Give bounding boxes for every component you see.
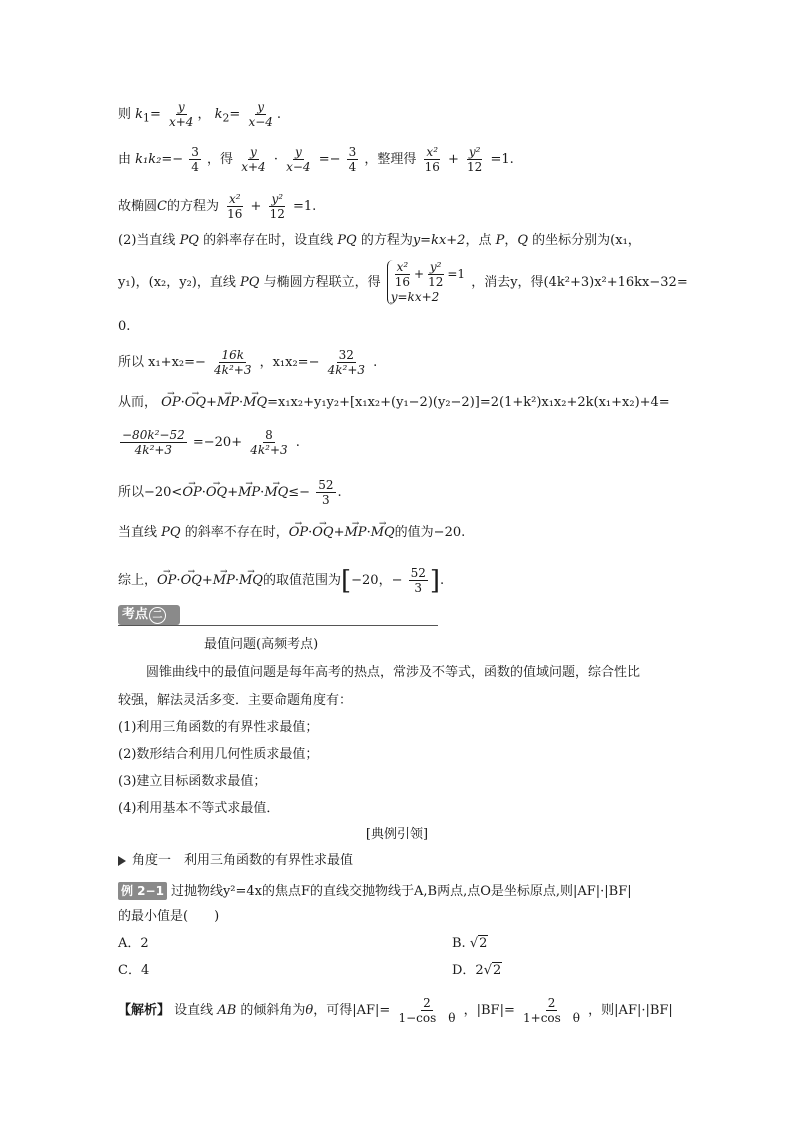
denominator: x−4: [248, 115, 273, 129]
fraction: [246, 100, 274, 129]
list-item: (1)利用三角函数的有界性求最值；: [118, 720, 319, 735]
text-line-11: [118, 524, 465, 542]
example-question-line-2: 的最小值是( ): [118, 909, 220, 924]
math-op: ·: [366, 525, 371, 540]
math: =−20+: [192, 435, 243, 450]
solution-label: 【解析】: [118, 1003, 171, 1018]
fraction: [239, 145, 267, 174]
denominator: 12: [428, 275, 444, 289]
denominator: 4k²+3: [327, 363, 366, 377]
fraction: [465, 145, 484, 174]
denominator: 4k²+3: [134, 443, 173, 457]
numerator: 52: [410, 566, 426, 580]
math-op: +: [414, 267, 425, 281]
text: .: [373, 355, 378, 370]
text: ，|BF|=: [463, 1003, 515, 1018]
math-op: ·: [260, 485, 265, 500]
math-op: +: [250, 199, 262, 214]
subscript: 1: [143, 111, 150, 125]
math-var: k: [135, 107, 144, 122]
numerator: y²: [429, 260, 442, 274]
fraction: [212, 348, 253, 377]
text: 由: [118, 152, 132, 167]
denominator: 1+cos θ: [523, 1011, 581, 1025]
numerator: y: [294, 145, 302, 159]
math-op: ·: [176, 573, 181, 588]
text: ，则|AF|·|BF|: [588, 1003, 673, 1018]
math: −20，−: [351, 573, 403, 588]
kaodian-label: 考点: [122, 607, 149, 622]
option-d: D．2√2: [452, 963, 502, 978]
list-item: (3)建立目标函数求最值；: [118, 774, 267, 789]
system-row-1: [391, 260, 465, 289]
fraction: [120, 428, 187, 457]
math-op: ·: [239, 395, 244, 410]
vector-mq: → MQ: [243, 394, 267, 412]
vector-mp: → MP: [213, 572, 235, 590]
fraction: [225, 192, 244, 221]
option-label: B.: [452, 936, 470, 951]
text: 则: [118, 107, 132, 122]
denominator: 4k²+3: [250, 443, 288, 457]
subscript: 2: [222, 111, 230, 125]
text: .: [337, 485, 342, 500]
math-var: PQ: [161, 525, 181, 540]
numerator: 8: [265, 428, 273, 442]
vector-mp: → MP: [345, 524, 367, 542]
sqrt-radicand: 2: [479, 936, 488, 951]
text: 的斜率存在时，设直线: [203, 233, 334, 248]
numerator: x²: [426, 145, 438, 159]
numerator: y²: [468, 145, 481, 159]
text: y₁)，(x₂，y₂)，直线: [118, 275, 236, 290]
math-op: =: [149, 107, 161, 122]
angle-label: 角度一 利用三角函数的有界性求最值: [132, 853, 354, 868]
text-line-4: [118, 232, 641, 250]
vector-op: → OP: [182, 484, 201, 502]
fraction: [284, 145, 312, 174]
text: ，x₁x₂=−: [259, 355, 320, 370]
denominator: x+4: [241, 160, 266, 174]
fraction: [396, 996, 457, 1025]
fraction: [189, 145, 201, 174]
text: ，得: [207, 152, 234, 167]
text: ，整理得: [364, 152, 417, 167]
text: ，点: [465, 233, 492, 248]
text: 设直线: [174, 1003, 214, 1018]
text: 综上，: [118, 573, 158, 588]
text: .: [295, 435, 300, 450]
denominator: 3: [414, 581, 423, 595]
kaodian-number-circle: 二: [149, 607, 166, 624]
option-a: A．2: [118, 936, 149, 951]
denominator: 4: [191, 160, 199, 174]
question-text: 过抛物线y²=4x的焦点F的直线交抛物线于A,B两点,点O是坐标原点,则|AF|·|BF|: [170, 884, 632, 899]
text-line-8: [118, 394, 670, 412]
example-badge: 例 2−1: [118, 882, 167, 900]
vector-mp: → MP: [238, 484, 260, 502]
math-var: PQ: [337, 233, 357, 248]
text: 的方程为: [360, 233, 413, 248]
option-b: B. √2: [452, 936, 488, 951]
math-op: ≤−: [288, 485, 311, 500]
vector-oq: → OQ: [181, 572, 202, 590]
text-line-3: [118, 192, 316, 221]
text: 的取值范围为: [262, 573, 341, 588]
numerator: y: [257, 100, 265, 114]
numerator: y: [250, 145, 257, 159]
fraction: [423, 145, 442, 174]
text-line-9: [118, 428, 300, 457]
option-c: C．4: [118, 963, 150, 978]
equation-system: [387, 260, 465, 305]
math-op: +: [201, 573, 213, 588]
intro-line-1: 圆锥曲线中的最值问题是每年高考的热点，常涉及不等式，函数的值域问题，综合性比: [146, 665, 641, 680]
denominator: 4: [348, 160, 357, 174]
math-var: PQ: [179, 233, 199, 248]
denominator: x−4: [286, 160, 311, 174]
kaodian-badge: [118, 605, 180, 625]
text-line-7: [118, 348, 377, 377]
text: 从而，: [118, 395, 158, 410]
text: 的值为−20.: [394, 525, 466, 540]
fraction: [393, 260, 412, 289]
text: 所以−20<: [118, 485, 183, 500]
math-op: ·: [234, 573, 239, 588]
numerator: x²: [396, 260, 409, 274]
denominator: 16: [394, 275, 410, 289]
math-op: +: [333, 525, 345, 540]
text: 当直线: [118, 525, 158, 540]
numerator: y²: [271, 192, 284, 206]
denominator: x+4: [168, 115, 194, 129]
denominator: 1−cos θ: [398, 1011, 456, 1025]
numerator: y: [177, 100, 185, 114]
text: 的斜率不存在时，: [184, 525, 289, 540]
text-line-6: [118, 318, 130, 336]
text-line-1: [118, 100, 281, 129]
vector-oq: → OQ: [312, 524, 333, 542]
text-line-5: [118, 260, 688, 305]
text: ，: [504, 233, 518, 248]
vector-mq: → MQ: [264, 484, 288, 502]
fraction: [409, 566, 428, 595]
math-var: P: [495, 233, 505, 248]
text: 的方程为: [166, 199, 219, 214]
math-op: =−: [318, 152, 341, 167]
fraction: [347, 145, 359, 174]
sqrt-radicand: 2: [493, 963, 502, 978]
denominator: 16: [424, 160, 440, 174]
text: 所以 x₁+x₂=−: [118, 355, 206, 370]
text: 与椭圆方程联立，得: [263, 275, 381, 290]
numerator: x²: [228, 192, 241, 206]
right-bracket: ]: [429, 565, 441, 596]
text: 的坐标分别为(x₁，: [532, 233, 641, 248]
vector-oq: → OQ: [185, 394, 206, 412]
math-var: AB: [217, 1003, 237, 1018]
denominator: 12: [269, 207, 285, 221]
denominator: 4k²+3: [214, 363, 252, 377]
vector-mp: → MP: [217, 394, 239, 412]
example-header: [典例引领]: [365, 827, 429, 842]
math-op: +: [448, 152, 459, 167]
math-op: ·: [180, 395, 185, 410]
fraction: [248, 428, 289, 457]
text: 故椭圆: [118, 199, 158, 214]
numerator: 2: [423, 996, 431, 1010]
solution-line: [118, 996, 673, 1025]
text-line-10: [118, 478, 342, 507]
math: =x₁x₂+y₁y₂+[x₁x₂+(y₁−2)(y₂−2)]=2(1+k²)x₁x₂+2k(x₁+x₂)+4=: [267, 395, 670, 410]
numerator: 3: [191, 145, 199, 159]
option-label: D．2: [452, 963, 484, 978]
fraction: [316, 478, 335, 507]
math-var: C: [157, 199, 167, 214]
text: (2)当直线: [118, 233, 176, 248]
text: .: [440, 573, 445, 588]
system-row-2: y=kx+2: [390, 290, 440, 304]
math-op: ·: [273, 152, 278, 167]
vector-op: → OP: [289, 524, 308, 542]
left-bracket: [: [340, 565, 352, 596]
math-var: k: [214, 107, 223, 122]
fraction: [167, 100, 195, 129]
numerator: 2: [547, 996, 556, 1010]
vector-mq: → MQ: [239, 572, 263, 590]
vector-mq: → MQ: [371, 524, 395, 542]
fraction: [521, 996, 582, 1025]
section-divider: [118, 625, 438, 626]
text: .: [276, 107, 282, 122]
numerator: 3: [348, 145, 357, 159]
math-op: =1.: [293, 199, 317, 214]
math-var: PQ: [240, 275, 260, 290]
math-op: ·: [201, 485, 206, 500]
denominator: 16: [227, 207, 243, 221]
numerator: 52: [318, 478, 334, 492]
list-item: (2)数形结合利用几何性质求最值；: [118, 747, 319, 762]
text: ，可得|AF|=: [313, 1003, 391, 1018]
fraction: [268, 192, 287, 221]
example-question-line-1: [118, 882, 632, 901]
text: ，消去y，得(4k²+3)x²+16kx−32=: [471, 275, 688, 290]
math-op: =1.: [490, 152, 514, 167]
play-triangle-icon: [118, 856, 126, 866]
numerator: 16k: [221, 348, 245, 362]
math-op: +: [206, 395, 217, 410]
text: ，: [197, 107, 211, 122]
angle-heading: [118, 852, 353, 870]
math: k₁k₂=−: [135, 152, 184, 167]
intro-line-2: 较强，解法灵活多变．主要命题角度有：: [118, 693, 353, 708]
math-op: =: [229, 107, 241, 122]
vector-oq: → OQ: [206, 484, 227, 502]
numerator: −80k²−52: [122, 428, 185, 442]
math-var: θ: [305, 1003, 314, 1018]
fraction: [326, 348, 367, 377]
denominator: 12: [467, 160, 483, 174]
math-var: Q: [517, 233, 529, 248]
list-item: (4)利用基本不等式求最值．: [118, 801, 280, 816]
math-op: ·: [308, 525, 313, 540]
numerator: 32: [338, 348, 354, 362]
vector-op: → OP: [161, 394, 180, 412]
vector-op: → OP: [157, 572, 176, 590]
text-line-2: [118, 145, 514, 174]
text-line-12: [118, 566, 444, 595]
text: 的倾斜角为: [240, 1003, 306, 1018]
math-op: =1: [447, 267, 466, 281]
section-title: 最值问题(高频考点): [204, 637, 319, 652]
fraction: [426, 260, 445, 289]
text: 0.: [118, 319, 131, 334]
math: y=kx+2: [412, 233, 466, 248]
math-op: +: [227, 485, 239, 500]
denominator: 3: [322, 493, 330, 507]
